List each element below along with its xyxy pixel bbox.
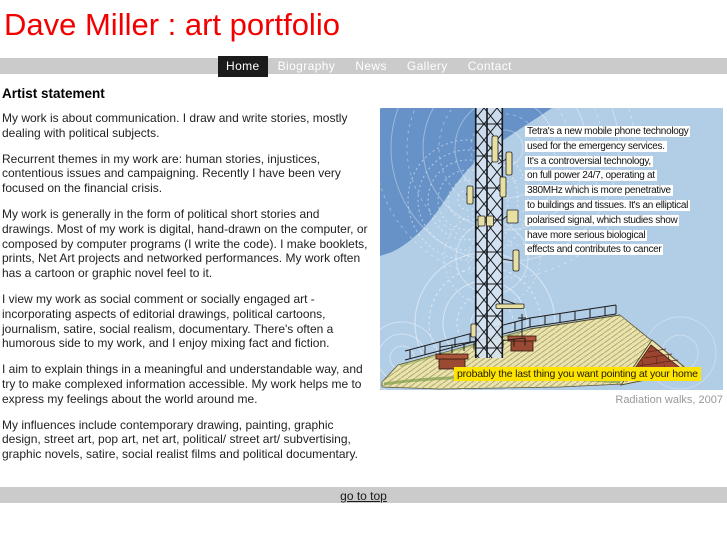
artwork-annotation-line: It's a controversial technology, [527,155,651,167]
go-to-top-link[interactable]: go to top [340,489,387,503]
artwork-highlight-text: probably the last thing you want pointing at your home [454,367,701,381]
artwork-annotation-line: have more serious biological [527,229,646,241]
footer-bar [0,487,727,503]
radiation-walks-artwork [380,108,723,390]
artwork-annotation-line: 380MHz which is more penetrative [527,185,671,197]
statement-paragraph: My influences include contemporary drawing, painting, graphic design, street art, pop art, net art, political/ street art/ subvertising, graphic novels, satire, social realist films and political documentary. [2,417,358,462]
main-nav-items [218,56,522,77]
nav-item-contact[interactable]: Contact [467,59,512,73]
statement-paragraph: I aim to explain things in a meaningful and understandable way, and try to make complexed information accessible. My work helps me to express my feelings about the world around me. [2,362,363,406]
statement-paragraph: My work is generally in the form of political short stories and drawings. Most of my work is digital, hand-drawn on the computer, or composed by computer programs (I write the code). I make booklets, prints, Net Art projects and networked performances. My work often has a cartoon or graphic novel feel to it. [2,206,368,281]
nav-item-home[interactable]: Home [218,56,268,77]
artwork-annotation-line: polarised signal, which studies show [527,214,678,226]
page-title: Dave Miller : art portfolio [4,7,340,42]
artwork-annotation-line: used for the emergency services. [527,140,665,152]
nav-item-gallery[interactable]: Gallery [406,59,448,73]
lattice-mast [475,108,503,358]
artwork-annotation-line: to buildings and tissues. It's an elliptical [527,199,689,211]
nav-item-biography[interactable]: Biography [277,59,336,73]
section-heading: Artist statement [2,86,105,101]
artwork-annotation-line: effects and contributes to cancer [527,244,662,256]
artist-statement-text [2,111,374,462]
artist-statement-section [2,86,374,473]
statement-paragraph: Recurrent themes in my work are: human stories, injustices, contentious issues and campaigning. Recently I have been very focused on the financial crisis. [2,151,341,196]
nav-item-news[interactable]: News [355,59,387,73]
artwork-annotation-line: Tetra's a new mobile phone technology [527,126,689,137]
artwork-annotation-line: on full power 24/7, operating at [527,170,655,182]
main-nav [0,58,727,74]
statement-paragraph: My work is about communication. I draw and write stories, mostly dealing with political subjects. [2,111,348,140]
statement-paragraph: I view my work as social comment or socially engaged art - incorporating aspects of editorial drawings, political cartoons, journalism, satire, social realism, documentary. There's often a humorous side to my work, and I enjoy mixing fact and fiction. [2,291,334,351]
artwork-annotation [525,124,725,257]
artwork-caption: Radiation walks, 2007 [615,394,723,406]
